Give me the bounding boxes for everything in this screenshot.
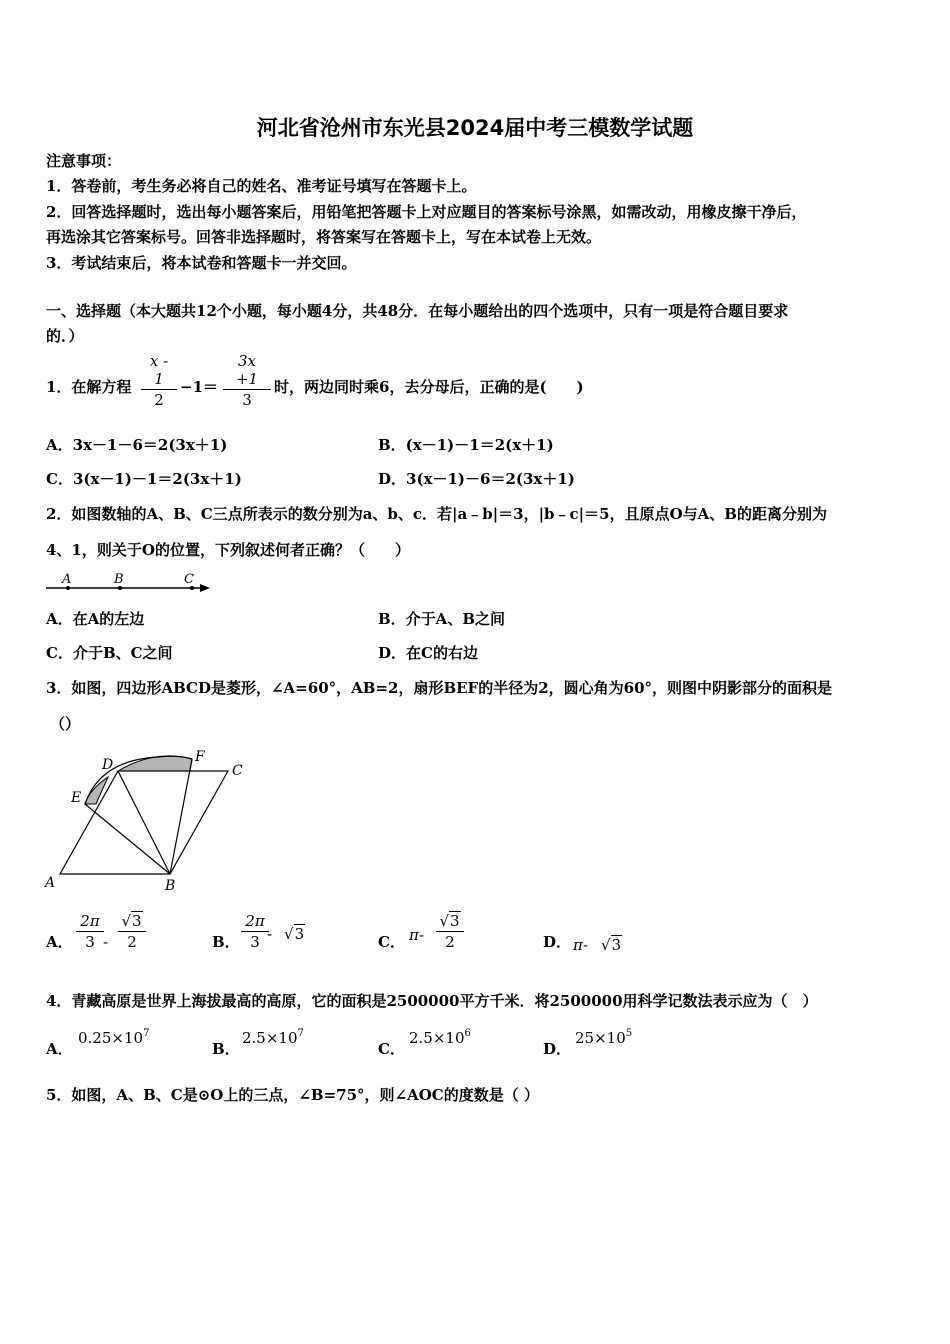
vertex-a-label: A xyxy=(45,875,56,891)
shaded-region-left xyxy=(85,777,108,804)
q3-a-minus: - xyxy=(103,933,109,951)
q4-option-c-value: $2.5\times 10^6$ xyxy=(409,1028,471,1047)
q1-frac1-num: x - 1 xyxy=(149,352,169,388)
q1-mid: −1＝ xyxy=(180,378,219,396)
radius-bf xyxy=(170,759,192,874)
q3-c-pi: π xyxy=(409,926,419,944)
q1-frac2-den: 3 xyxy=(242,391,252,409)
q1-frac1-den: 2 xyxy=(154,391,164,409)
note-2: 2．回答选择题时，选出每小题答案后，用铅笔把答题卡上对应题目的答案标号涂黑，如需改动，用橡皮擦干净后， xyxy=(46,203,807,221)
q4-option-b-label: B． xyxy=(212,1040,240,1058)
number-line-figure xyxy=(42,570,217,598)
point-f-label: F xyxy=(195,749,205,765)
label-c: C xyxy=(184,572,194,587)
q1-option-a: A．3x－1－6＝2(3x＋1) xyxy=(46,436,228,454)
q3-option-a-label: A． xyxy=(46,933,73,951)
q2-option-c: C．介于B、C之间 xyxy=(46,644,173,662)
q1-lead: 1．在解方程 xyxy=(46,378,132,396)
q4-option-a-value: $0.25\times 10^7$ xyxy=(78,1028,150,1047)
q1-fraction-2 xyxy=(223,352,271,409)
q2-option-b: B．介于A、B之间 xyxy=(378,610,505,628)
q3-d-sqrt3: √3 xyxy=(601,936,622,954)
q3-a-frac-sqrt3-2: √3 2 xyxy=(118,912,146,951)
q3-text-cont: （） xyxy=(50,715,81,733)
note-2-cont: 再选涂其它答案标号。回答非选择题时，将答案写在答题卡上，写在本试卷上无效。 xyxy=(46,228,602,246)
q2-option-d: D．在C的右边 xyxy=(378,644,478,662)
q3-option-c-label: C． xyxy=(378,933,405,951)
section-heading: 一、选择题（本大题共12个小题，每小题4分，共48分．在每小题给出的四个选项中，只有一项是符合题目要求 xyxy=(46,302,789,320)
q2-option-a: A．在A的左边 xyxy=(46,610,145,628)
q4-option-a-label: A． xyxy=(46,1040,73,1058)
q3-d-minus: - xyxy=(583,936,589,954)
vertex-c-label: C xyxy=(232,763,243,779)
number-line-arrow xyxy=(200,584,210,592)
q3-text: 3．如图，四边形ABCD是菱形，∠A=60°，AB=2，扇形BEF的半径为2，圆心角为60°，则图中阴影部分的面积是 xyxy=(46,679,833,697)
q2-text-cont: 4、1，则关于O的位置，下列叙述何者正确？（ ） xyxy=(46,541,410,559)
radius-be xyxy=(85,804,170,874)
diagonal-bd xyxy=(118,771,170,874)
q3-option-d-label: D． xyxy=(543,933,572,951)
section-heading-cont: 的．） xyxy=(46,327,84,345)
point-e-label: E xyxy=(71,790,82,806)
q4-option-c-label: C． xyxy=(378,1040,405,1058)
q3-a-frac-2pi-3: 2π 3 xyxy=(76,912,104,951)
q4-option-b-value: $2.5\times 10^7$ xyxy=(242,1028,304,1047)
q2-text: 2．如图数轴的A、B、C三点所表示的数分别为a、b、c．若|a﹣b|＝3，|b﹣c|＝5，且原点O与A、B的距离分别为 xyxy=(46,505,827,523)
notes-heading: 注意事项： xyxy=(46,152,122,170)
label-a: A xyxy=(62,572,72,587)
note-3: 3．考试结束后，将本试卷和答题卡一并交回。 xyxy=(46,254,357,272)
q1-tail: 时，两边同时乘6，去分母后，正确的是( ) xyxy=(274,378,584,396)
q4-option-d-value: $25\times 10^5$ xyxy=(575,1028,633,1047)
rhombus-sector-figure xyxy=(40,744,255,894)
q4-option-d-label: D． xyxy=(543,1040,572,1058)
q3-b-frac-2pi-3: 2π 3 xyxy=(241,912,269,951)
q4-text: 4．青藏高原是世界上海拔最高的高原，它的面积是2500000平方千米．将2500000用科学记数法表示应为（ ） xyxy=(46,992,818,1010)
q3-d-pi: π xyxy=(573,936,583,954)
q5-text: 5．如图，A、B、C是⊙O上的三点，∠B=75°，则∠AOC的度数是（ ） xyxy=(46,1086,539,1104)
q3-b-minus: - xyxy=(267,925,273,943)
q1-fraction-1 xyxy=(141,352,177,409)
note-1: 1．答卷前，考生务必将自己的姓名、准考证号填写在答题卡上。 xyxy=(46,177,477,195)
q3-c-minus: - xyxy=(419,926,425,944)
shaded-region-top xyxy=(118,756,192,771)
q3-b-sqrt3: √3 xyxy=(284,925,305,943)
label-b: B xyxy=(114,572,124,587)
q1-option-d: D．3(x－1)－6＝2(3x＋1) xyxy=(378,470,575,488)
q1-option-b: B．(x－1)－1＝2(x＋1) xyxy=(378,436,554,454)
q3-c-frac-sqrt3-2: √3 2 xyxy=(436,912,464,951)
page-title: 河北省沧州市东光县2024届中考三模数学试题 xyxy=(256,116,694,140)
vertex-b-label: B xyxy=(165,878,176,894)
q1-frac2-num: 3x +1 xyxy=(235,352,259,388)
vertex-d-label: D xyxy=(102,757,114,773)
q1-option-c: C．3(x－1)－1＝2(3x＋1) xyxy=(46,470,242,488)
q3-option-b-label: B． xyxy=(212,933,240,951)
